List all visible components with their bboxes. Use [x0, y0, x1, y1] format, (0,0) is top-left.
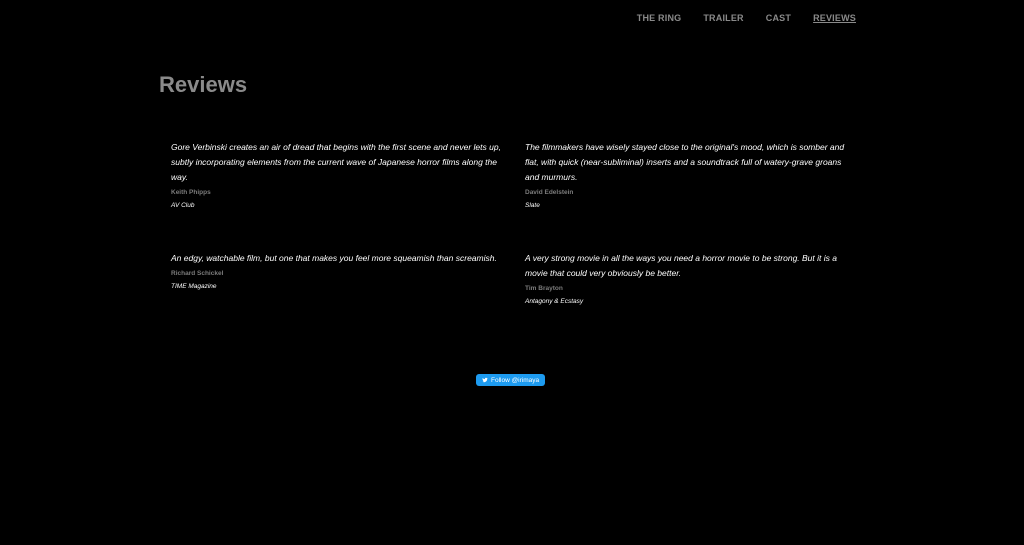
review-source: TIME Magazine	[171, 283, 217, 290]
page-title: Reviews	[159, 72, 248, 97]
nav-link-reviews[interactable]: REVIEWS	[813, 13, 856, 23]
twitter-bird-icon	[482, 377, 488, 383]
review-quote: A very strong movie in all the ways you need a horror movie to be strong. But it is a movie that could very obviously be better.	[525, 253, 837, 278]
review-quote: An edgy, watchable film, but one that makes you feel more squeamish than screamish.	[171, 253, 497, 263]
review-card	[525, 251, 855, 342]
twitter-follow-button[interactable]	[476, 374, 545, 386]
nav-link-cast[interactable]: CAST	[765, 13, 792, 23]
review-quote: The filmmakers have wisely stayed close to the original's mood, which is somber and flat, with quick (near-subliminal) inserts and a soundtrack full of watery-grave groans and murmurs.	[525, 142, 845, 182]
review-source: Slate	[525, 202, 540, 209]
reviews-grid	[171, 140, 861, 342]
follow-label: Follow @irimaya	[491, 376, 540, 384]
review-card	[171, 140, 501, 231]
review-author: Tim Brayton	[525, 285, 563, 292]
review-card	[171, 251, 501, 342]
review-quote: Gore Verbinski creates an air of dread that begins with the first scene and never lets up, subtly incorporating elements from the current wave of Japanese horror films along the way.	[171, 142, 501, 182]
nav-link-the-ring[interactable]: THE RING	[636, 13, 682, 23]
review-source: AV Club	[171, 202, 195, 209]
review-author: David Edelstein	[525, 189, 574, 196]
review-author: Richard Schickel	[171, 270, 224, 277]
nav-link-trailer[interactable]: TRAILER	[703, 13, 744, 23]
review-author: Keith Phipps	[171, 189, 211, 196]
main-nav	[637, 13, 856, 23]
review-source: Antagony & Ecstasy	[525, 298, 584, 305]
review-card	[525, 140, 855, 231]
